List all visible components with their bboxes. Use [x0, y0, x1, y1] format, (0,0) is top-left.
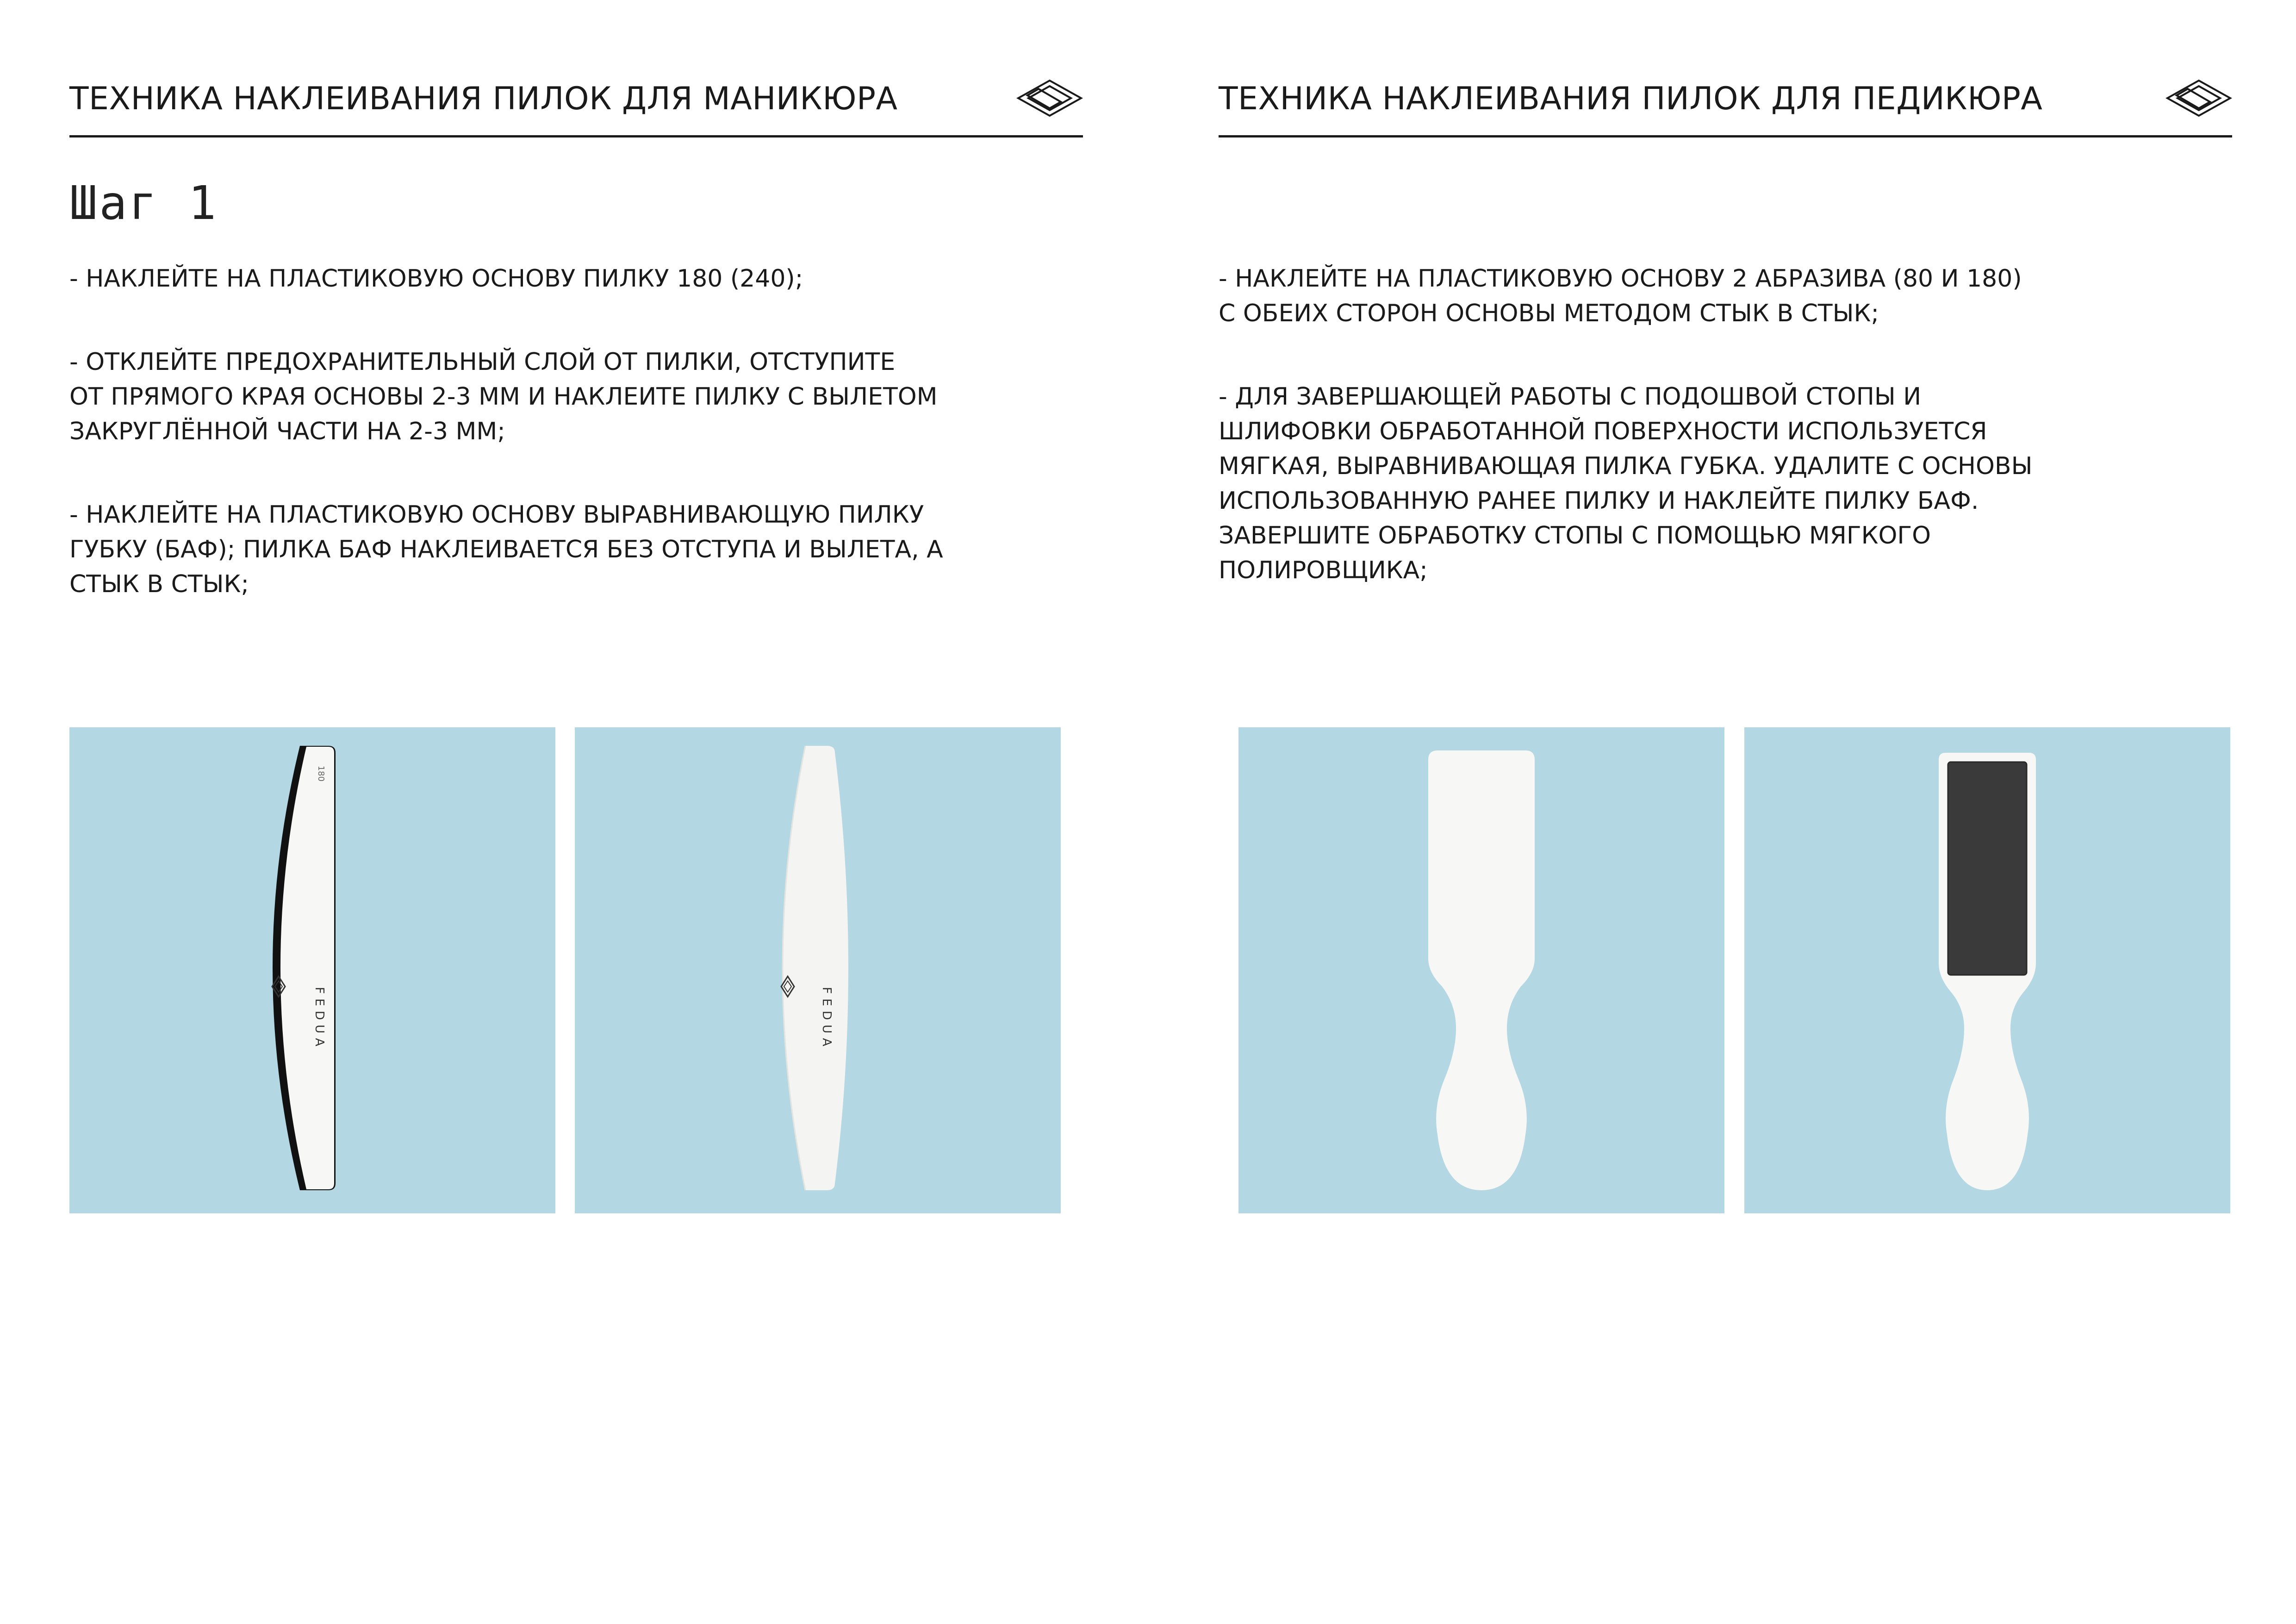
manicure-header: [69, 69, 1083, 137]
manicure-instructions: [69, 262, 1041, 650]
photo-pedicure-paddle: [1238, 727, 1724, 1213]
text-line: СТЫК В СТЫК;: [69, 570, 249, 598]
text-line: С ОБЕИХ СТОРОН ОСНОВЫ МЕТОДОМ СТЫК В СТЫК;: [1219, 300, 1879, 327]
photo-pedicure-paddle-buffer: [1744, 727, 2230, 1213]
pedicure-paddle-illustration: [1238, 727, 1724, 1213]
manicure-page: [69, 0, 1083, 1624]
text-line: ЗАВЕРШИТЕ ОБРАБОТКУ СТОПЫ С ПОМОЩЬЮ МЯГКОГО: [1219, 522, 1931, 550]
text-line: - ОТКЛЕЙТЕ ПРЕДОХРАНИТЕЛЬНЫЙ СЛОЙ ОТ ПИЛКИ, ОТСТУПИТЕ: [69, 348, 896, 376]
brand-label: FEDUA: [312, 987, 326, 1051]
pedicure-header-title: ТЕХНИКА НАКЛЕИВАНИЯ ПИЛОК ДЛЯ ПЕДИКЮРА: [1219, 81, 2043, 117]
diamond-logo-icon: [2165, 79, 2232, 118]
step-title: Шаг 1: [69, 176, 218, 230]
text-line: ПОЛИРОВЩИКА;: [1219, 556, 1428, 584]
text-line: ОТ ПРЯМОГО КРАЯ ОСНОВЫ 2-3 ММ И НАКЛЕИТЕ ПИЛКУ С ВЫЛЕТОМ: [69, 383, 938, 411]
manicure-header-title: ТЕХНИКА НАКЛЕИВАНИЯ ПИЛОК ДЛЯ МАНИКЮРА: [69, 81, 898, 117]
manicure-step-3: [69, 498, 1041, 602]
photo-nail-file-180: [69, 727, 555, 1213]
text-line: - НАКЛЕЙТЕ НА ПЛАСТИКОВУЮ ОСНОВУ ВЫРАВНИВАЮЩУЮ ПИЛКУ: [69, 501, 924, 529]
text-line: - НАКЛЕЙТЕ НА ПЛАСТИКОВУЮ ОСНОВУ 2 АБРАЗИВА (80 И 180): [1219, 265, 2022, 293]
text-line: ГУБКУ (БАФ); ПИЛКА БАФ НАКЛЕИВАЕТСЯ БЕЗ ОТСТУПА И ВЫЛЕТА, А: [69, 536, 943, 563]
diamond-logo-icon: [1016, 79, 1083, 118]
pedicure-step-1: [1219, 262, 2190, 331]
pedicure-buffer-illustration: [1744, 727, 2230, 1213]
buffer-file-illustration: [575, 727, 1061, 1213]
text-line: ИСПОЛЬЗОВАННУЮ РАНЕЕ ПИЛКУ И НАКЛЕЙТЕ ПИЛКУ БАФ.: [1219, 487, 1979, 515]
manicure-step-2: [69, 345, 1041, 449]
pedicure-instructions: [1219, 262, 2190, 637]
pedicure-page: [1219, 0, 2232, 1624]
text-line: МЯГКАЯ, ВЫРАВНИВАЮЩАЯ ПИЛКА ГУБКА. УДАЛИТЕ С ОСНОВЫ: [1219, 452, 2033, 480]
pedicure-header: [1219, 69, 2232, 137]
text-line: ЗАКРУГЛЁННОЙ ЧАСТИ НА 2-3 ММ;: [69, 418, 505, 445]
nail-file-illustration: [69, 727, 555, 1213]
brand-label: FEDUA: [820, 987, 834, 1051]
photo-buffer-file: [575, 727, 1061, 1213]
text-line: - НАКЛЕЙТЕ НА ПЛАСТИКОВУЮ ОСНОВУ ПИЛКУ 180 (240);: [69, 265, 803, 293]
manicure-step-1: [69, 262, 1041, 296]
text-line: - ДЛЯ ЗАВЕРШАЮЩЕЙ РАБОТЫ С ПОДОШВОЙ СТОПЫ И: [1219, 383, 1922, 411]
grit-label: 180: [316, 765, 326, 782]
text-line: ШЛИФОВКИ ОБРАБОТАННОЙ ПОВЕРХНОСТИ ИСПОЛЬЗУЕТСЯ: [1219, 418, 1987, 445]
pedicure-step-2: [1219, 380, 2190, 588]
